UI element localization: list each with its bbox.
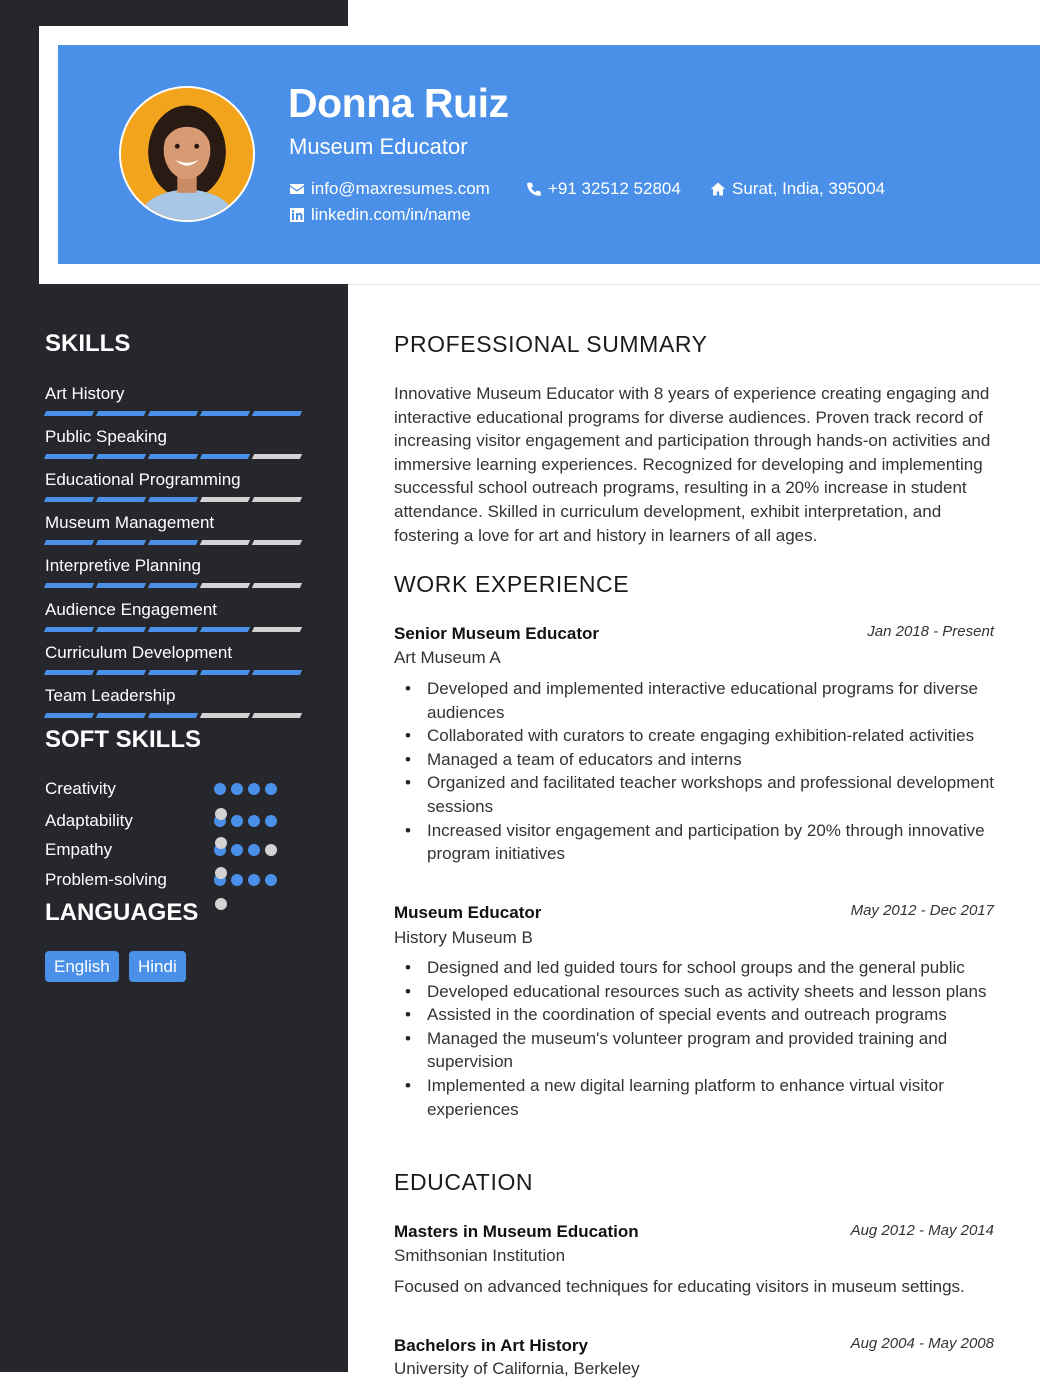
list-item: • Increased visitor engagement and participation by 20% through innovative program initiatives [394, 819, 994, 866]
job-date: May 2012 - Dec 2017 [850, 902, 994, 919]
linkedin-contact[interactable] [289, 205, 471, 225]
soft-skill-label: Adaptability [45, 811, 133, 830]
skill-level-segment [96, 670, 146, 675]
skill-level-segment [148, 454, 198, 459]
skills-heading: SKILLS [45, 330, 131, 357]
rating-dot [265, 874, 277, 886]
skill-level-segment [44, 627, 94, 632]
skill-level-segment [148, 583, 198, 588]
rating-dot [231, 844, 243, 856]
skill-level-segment [44, 497, 94, 502]
job-date: Jan 2018 - Present [867, 623, 994, 640]
rating-dot-stray [215, 837, 227, 849]
skill-level-segment [200, 540, 250, 545]
candidate-title: Museum Educator [289, 134, 468, 159]
skill-level-segment [200, 670, 250, 675]
degree-title: Bachelors in Art History [394, 1336, 588, 1355]
skill-level-segment [200, 627, 250, 632]
skill-level-segment [96, 411, 146, 416]
skill-level-segment [148, 497, 198, 502]
education-date: Aug 2012 - May 2014 [850, 1222, 994, 1239]
education-description: Focused on advanced techniques for educating visitors in museum settings. [394, 1277, 965, 1296]
skill-level-segment [44, 540, 94, 545]
list-item: • Managed a team of educators and interns [394, 748, 994, 772]
skill-item [45, 426, 303, 459]
skill-level-segment [44, 583, 94, 588]
skill-label: Museum Management [45, 513, 215, 533]
school-name: University of California, Berkeley [394, 1359, 640, 1378]
soft-skill-label: Empathy [45, 840, 113, 859]
skill-level-segment [96, 497, 146, 502]
skill-level-segment [44, 713, 94, 718]
skill-item [45, 383, 303, 416]
list-item: • Implemented a new digital learning platform to enhance virtual visitor experiences [394, 1074, 994, 1121]
skill-level-segment [252, 713, 302, 718]
skill-level-segment [200, 411, 250, 416]
list-item: • Designed and led guided tours for school groups and the general public [394, 956, 994, 980]
skill-level-bar [45, 713, 303, 718]
skill-level-bar [45, 497, 303, 502]
languages-heading: LANGUAGES [45, 899, 199, 926]
rating-dot [231, 815, 243, 827]
list-item: • Developed and implemented interactive educational programs for diverse audiences [394, 677, 994, 724]
skill-level-bar [45, 583, 303, 588]
skill-level-segment [148, 670, 198, 675]
education-heading: EDUCATION [394, 1169, 534, 1195]
skill-level-segment [148, 540, 198, 545]
skill-level-segment [148, 713, 198, 718]
home-icon [710, 181, 726, 197]
rating-dot [265, 815, 277, 827]
skill-label: Educational Programming [45, 470, 241, 490]
rating-dot [248, 874, 260, 886]
linkedin-icon [289, 207, 305, 223]
job-bullets [394, 956, 994, 1121]
skill-level-segment [96, 454, 146, 459]
skill-level-segment [44, 670, 94, 675]
avatar [119, 86, 255, 222]
skill-level-segment [96, 583, 146, 588]
skill-level-segment [252, 627, 302, 632]
email-text: info@maxresumes.com [311, 179, 490, 198]
job-bullets [394, 677, 994, 866]
skill-level-segment [148, 411, 198, 416]
language-tag-english: English [45, 951, 119, 982]
skill-level-segment [252, 497, 302, 502]
location-contact [710, 179, 885, 199]
location-text: Surat, India, 395004 [732, 179, 886, 198]
skill-level-segment [200, 583, 250, 588]
header-divider [348, 284, 1040, 285]
rating-dot-stray [215, 808, 227, 820]
skill-level-segment [96, 713, 146, 718]
job-title: Senior Museum Educator [394, 624, 599, 643]
rating-dot-stray [215, 867, 227, 879]
rating-dot-stray [215, 898, 227, 910]
education-date: Aug 2004 - May 2008 [850, 1335, 994, 1352]
rating-dot [231, 783, 243, 795]
skill-item [45, 555, 303, 588]
skill-level-bar [45, 627, 303, 632]
skill-level-segment [252, 411, 302, 416]
skill-level-bar [45, 454, 303, 459]
job-title: Museum Educator [394, 903, 542, 922]
experience-heading: WORK EXPERIENCE [394, 571, 630, 597]
skill-level-bar [45, 670, 303, 675]
rating-dot [248, 844, 260, 856]
degree-title: Masters in Museum Education [394, 1222, 639, 1241]
skill-level-segment [96, 627, 146, 632]
soft-skill-label: Creativity [45, 779, 116, 798]
job-employer: Art Museum A [394, 648, 501, 667]
skill-level-segment [252, 583, 302, 588]
skill-label: Curriculum Development [45, 642, 233, 662]
skill-level-segment [200, 454, 250, 459]
skill-label: Audience Engagement [45, 599, 218, 619]
job-employer: History Museum B [394, 928, 533, 947]
skill-item [45, 685, 303, 718]
candidate-name: Donna Ruiz [288, 80, 509, 126]
avatar-photo [121, 88, 253, 220]
summary-heading: PROFESSIONAL SUMMARY [394, 331, 708, 357]
rating-dot [231, 874, 243, 886]
skill-label: Team Leadership [45, 685, 176, 705]
phone-text: +91 32512 52804 [548, 179, 681, 198]
phone-icon [526, 181, 542, 197]
skill-item [45, 599, 303, 632]
rating-dot [214, 783, 226, 795]
skill-level-segment [252, 670, 302, 675]
linkedin-text: linkedin.com/in/name [311, 205, 471, 224]
rating-dot [248, 783, 260, 795]
skill-level-bar [45, 411, 303, 416]
phone-contact[interactable] [526, 179, 681, 199]
soft-skill-rating [214, 783, 277, 795]
skill-item [45, 642, 303, 675]
skill-level-segment [252, 454, 302, 459]
school-name: Smithsonian Institution [394, 1246, 566, 1265]
soft-skills-heading: SOFT SKILLS [45, 726, 201, 753]
summary-text: Innovative Museum Educator with 8 years of experience creating engaging and interactive educational programs for diverse audiences. Proven track record of increasing visitor engagement and participation through hands-on activities and immersive learning experiences. Recognized for developing and implementing successful school outreach programs, resulting in a 20% increase in student attendance. Skilled in curriculum development, exhibit interpretation, and fostering a love for art and history in learners of all ages. [394, 384, 991, 545]
skill-item [45, 512, 303, 545]
list-item: • Organized and facilitated teacher workshops and professional development sessions [394, 771, 994, 818]
skill-level-segment [200, 713, 250, 718]
skill-level-segment [252, 540, 302, 545]
envelope-icon [289, 181, 305, 197]
skill-level-segment [148, 627, 198, 632]
skill-label: Interpretive Planning [45, 556, 201, 576]
email-contact[interactable] [289, 179, 490, 199]
skill-level-segment [96, 540, 146, 545]
list-item: • Developed educational resources such as activity sheets and lesson plans [394, 980, 994, 1004]
skill-item [45, 469, 303, 502]
skill-level-segment [200, 497, 250, 502]
rating-dot [248, 815, 260, 827]
list-item: • Collaborated with curators to create engaging exhibition-related activities [394, 724, 994, 748]
rating-dot [265, 844, 277, 856]
language-tag-hindi: Hindi [129, 951, 186, 982]
list-item: • Managed the museum's volunteer program and provided training and supervision [394, 1027, 994, 1074]
list-item: • Assisted in the coordination of special events and outreach programs [394, 1003, 994, 1027]
skill-label: Art History [45, 384, 125, 403]
skill-label: Public Speaking [45, 427, 167, 447]
skill-level-segment [44, 454, 94, 459]
soft-skill-label: Problem-solving [45, 870, 167, 889]
skill-level-segment [44, 411, 94, 416]
skill-level-bar [45, 540, 303, 545]
rating-dot [265, 783, 277, 795]
